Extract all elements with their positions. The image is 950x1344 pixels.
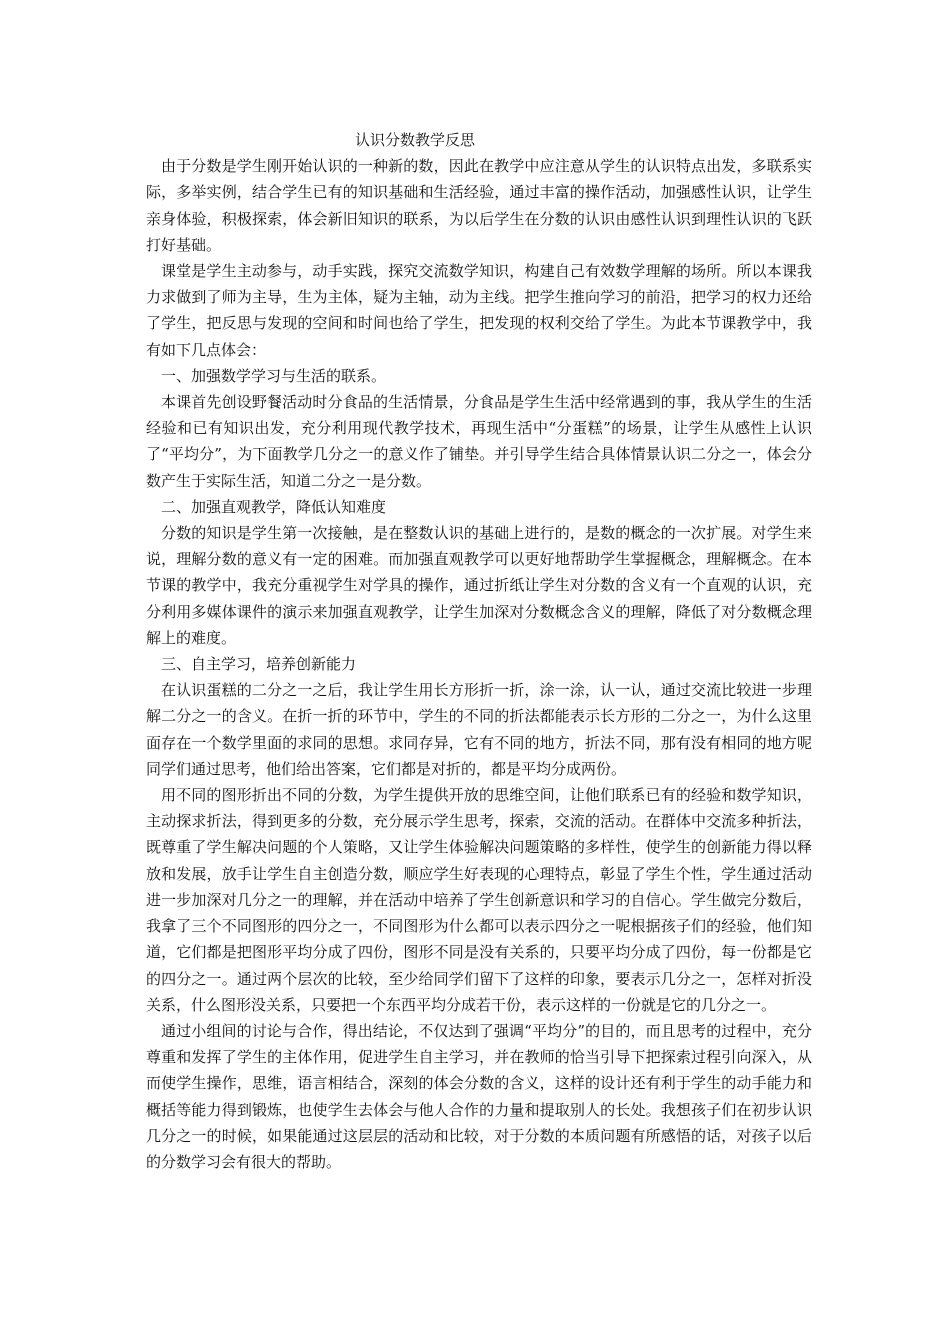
document-title: 认识分数教学反思 [355, 131, 476, 149]
paragraph-conclusion: 通过小组间的讨论与合作，得出结论，不仅达到了强调“平均分”的目的，而且思考的过程中，充分尊重和发挥了学生的主体作用，促进学生自主学习，并在教师的恰当引导下把探索过程引向深入，从而使学生操作，思维，语言相结合，深刻的体会分数的含义，这样的设计还有利于学生的动手能力和概括等能力得到锻炼，也使学生去体会与他人合作的力量和提取别人的长处。我想孩子们在初步认识几分之一的时候，如果能通过这层层的活动和比较，对于分数的本质问题有所感悟的话，对孩子以后的分数学习会有很大的帮助。 [146, 1021, 812, 1171]
paragraph-section-2: 分数的知识是学生第一次接触，是在整数认识的基础上进行的，是数的概念的一次扩展。对学生来说，理解分数的意义有一定的困难。而加强直观教学可以更好地帮助学生掌握概念，理解概念。在本节课的教学中，我充分重视学生对学具的操作，通过折纸让学生对分数的含义有一个直观的认识，充分利用多媒体课件的演示来加强直观教学，让学生加深对分数概念含义的理解，降低了对分数概念理解上的难度。 [146, 524, 812, 647]
paragraph-intro: 由于分数是学生刚开始认识的一种新的数，因此在教学中应注意从学生的认识特点出发，多联系实际，多举实例，结合学生已有的知识基础和生活经验，通过丰富的操作活动，加强感性认识，让学生亲身体验，积极探索，体会新旧知识的联系，为以后学生在分数的认识由感性认识到理性认识的飞跃打好基础。 [146, 157, 812, 254]
paragraph-section-3b: 用不同的图形折出不同的分数，为学生提供开放的思维空间，让他们联系已有的经验和数学知识，主动探求折法，得到更多的分数，充分展示学生思考，探索，交流的活动。在群体中交流多种折法，既尊重了学生解决问题的个人策略，又让学生体验解决问题策略的多样性，使学生的创新能力得以释放和发展，放手让学生自主创造分数，顺应学生好表现的心理特点，彰显了学生个性，学生通过活动进一步加深对几分之一的理解，并在活动中培养了学生创新意识和学习的自信心。学生做完分数后，我拿了三个不同图形的四分之一，不同图形为什么都可以表示四分之一呢根据孩子们的经验，他们知道，它们都是把图形平均分成了四份，图形不同是没有关系的，只要平均分成了四份，每一份都是它的四分之一。通过两个层次的比较，至少给同学们留下了这样的印象，要表示几分之一，怎样对折没关系，什么图形没关系，只要把一个东西平均分成若干份，表示这样的一份就是它的几分之一。 [146, 786, 812, 1014]
section-heading-1: 一、加强数学学习与生活的联系。 [161, 366, 387, 385]
section-heading-3: 三、自主学习，培养创新能力 [161, 655, 357, 674]
paragraph-section-3a: 在认识蛋糕的二分之一之后，我让学生用长方形折一折，涂一涂，认一认，通过交流比较进一步理解二分之一的含义。在折一折的环节中，学生的不同的折法都能表示长方形的二分之一，为什么这里面存在一个数学里面的求同的思想。求同存异，它有不同的地方，折法不同，那有没有相同的地方呢同学们通过思考，他们给出答案，它们都是对折的，都是平均分成两份。 [146, 681, 812, 778]
paragraph-section-1: 本课首先创设野餐活动时分食品的生活情景，分食品是学生生活中经常遇到的事，我从学生的生活经验和已有知识出发，充分利用现代教学技术，再现生活中“分蛋糕”的场景，让学生从感性上认识了“平均分”，为下面教学几分之一的意义作了铺垫。并引导学生结合具体情景认识二分之一，体会分数产生于实际生活，知道二分之一是分数。 [146, 393, 812, 490]
document-body [146, 127, 812, 1175]
paragraph-classroom: 课堂是学生主动参与，动手实践，探究交流数学知识，构建自己有效数学理解的场所。所以本课我力求做到了师为主导，生为主体，疑为主轴，动为主线。把学生推向学习的前沿，把学习的权力还给了学生，把反思与发现的空间和时间也给了学生，把发现的权利交给了学生。为此本节课教学中，我有如下几点体会： [146, 262, 812, 359]
section-heading-2: 二、加强直观教学，降低认知难度 [161, 497, 387, 516]
